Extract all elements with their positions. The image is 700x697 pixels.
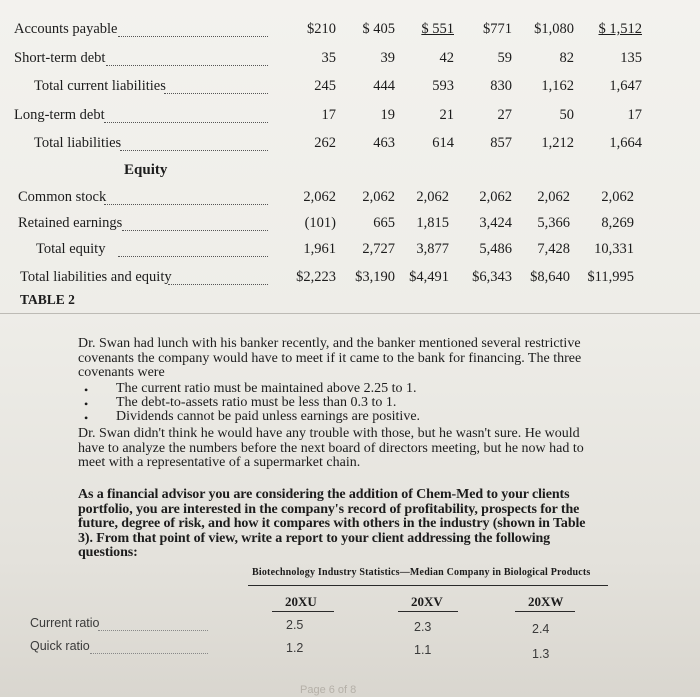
cell-value: 2,062: [601, 189, 634, 205]
list-item: The current ratio must be maintained above 2.25 to 1.: [116, 381, 417, 396]
row-label: Total liabilities and equity: [20, 269, 172, 285]
cell-value: 665: [373, 215, 395, 231]
dot-leader: [118, 36, 268, 37]
table-row: [0, 107, 700, 131]
column-header: 20XV: [411, 594, 443, 609]
cell-value: 2,062: [416, 189, 449, 205]
cell-value: 17: [321, 107, 336, 123]
cell-value: 830: [490, 78, 512, 94]
bullet-icon: •: [84, 397, 89, 411]
row-label: Short-term debt: [14, 50, 106, 66]
table-row: [0, 215, 700, 239]
row-label: Accounts payable: [14, 21, 118, 37]
cell-value: 2,062: [537, 189, 570, 205]
column-header: 20XW: [528, 594, 564, 609]
cell-value: $210: [307, 21, 336, 37]
column-header: 20XU: [285, 594, 317, 609]
cell-value: 2.3: [414, 620, 432, 634]
cell-value: 1,664: [609, 135, 642, 151]
cell-value: 2,062: [479, 189, 512, 205]
second-paragraph: Dr. Swan didn't think he would have any trouble with those, but he wasn't sure. He would have to analyze the numbers before the next board of directors meeting, but he now had to meet with a representative of a supermarket chain.: [78, 426, 584, 470]
row-label: Retained earnings: [18, 215, 123, 231]
row-label: Long-term debt: [14, 107, 105, 123]
table-row: [0, 50, 700, 74]
table-caption: TABLE 2: [20, 292, 75, 307]
cell-value: $6,343: [472, 269, 512, 285]
cell-value: 39: [380, 50, 395, 66]
cell-value: $ 1,512: [598, 21, 642, 37]
list-item: Dividends cannot be paid unless earnings are positive.: [116, 409, 421, 424]
cell-value: 857: [490, 135, 512, 151]
cell-value: 2.5: [286, 618, 304, 632]
cell-value: 17: [627, 107, 642, 123]
cell-value: 42: [439, 50, 454, 66]
stats-top-rule: [248, 585, 608, 586]
cell-value: 3,424: [479, 215, 512, 231]
dot-leader: [168, 284, 268, 285]
bullet-icon: •: [84, 411, 89, 425]
dot-leader: [104, 122, 268, 123]
cell-value: 593: [432, 78, 454, 94]
dot-leader: [106, 65, 268, 66]
table-row: [0, 135, 700, 159]
cell-value: $4,491: [409, 269, 449, 285]
cell-value: $1,080: [534, 21, 574, 37]
table-row: [0, 21, 700, 45]
cell-value: 50: [559, 107, 574, 123]
cell-value: $ 405: [362, 21, 395, 37]
cell-value: (101): [304, 215, 336, 231]
cell-value: 35: [321, 50, 336, 66]
row-label: Total liabilities: [34, 135, 122, 151]
cell-value: 8,269: [601, 215, 634, 231]
cell-value: $3,190: [355, 269, 395, 285]
intro-paragraph: Dr. Swan had lunch with his banker recently, and the banker mentioned several restrictive covenants the company would have to meet if it came to the bank for financing. The three covenants were: [78, 336, 582, 380]
header-underline: [398, 611, 458, 612]
cell-value: 1,212: [541, 135, 574, 151]
row-label: Current ratio: [30, 616, 100, 630]
cell-value: 2,727: [362, 241, 395, 257]
cell-value: 5,366: [537, 215, 570, 231]
page-footer: Page 6 of 8: [300, 684, 357, 696]
table-row: [0, 241, 700, 265]
cell-value: 59: [497, 50, 512, 66]
cell-value: $771: [483, 21, 512, 37]
table-row: [0, 189, 700, 213]
dot-leader: [104, 204, 268, 205]
cell-value: 27: [497, 107, 512, 123]
cell-value: $8,640: [530, 269, 570, 285]
cell-value: 444: [373, 78, 395, 94]
cell-value: $ 551: [421, 21, 454, 37]
cell-value: 245: [314, 78, 336, 94]
cell-value: 2,062: [303, 189, 336, 205]
cell-value: 1,647: [609, 78, 642, 94]
cell-value: 5,486: [479, 241, 512, 257]
cell-value: 614: [432, 135, 454, 151]
row-label: Quick ratio: [30, 639, 90, 653]
cell-value: 1.3: [532, 647, 550, 661]
row-label: Total equity: [36, 241, 106, 257]
cell-value: 262: [314, 135, 336, 151]
dot-leader: [122, 230, 268, 231]
stats-title: Biotechnology Industry Statistics—Median Company in Biological Products: [252, 567, 591, 578]
cell-value: 21: [439, 107, 454, 123]
cell-value: 1,815: [416, 215, 449, 231]
row-label: Common stock: [18, 189, 107, 205]
dot-leader: [118, 256, 268, 257]
cell-value: 10,331: [594, 241, 634, 257]
cell-value: 463: [373, 135, 395, 151]
header-underline: [515, 611, 575, 612]
table-row: [0, 269, 700, 293]
cell-value: 19: [380, 107, 395, 123]
cell-value: 82: [559, 50, 574, 66]
table-row: [0, 78, 700, 102]
dot-leader: [90, 653, 208, 654]
cell-value: 1.2: [286, 641, 304, 655]
header-underline: [272, 611, 334, 612]
bullet-icon: •: [84, 383, 89, 397]
section-divider: [0, 313, 700, 314]
row-label: Total current liabilities: [34, 78, 166, 94]
cell-value: $11,995: [587, 269, 634, 285]
cell-value: 7,428: [537, 241, 570, 257]
cell-value: 135: [620, 50, 642, 66]
equity-heading: Equity: [124, 162, 168, 178]
task-paragraph: As a financial advisor you are considering the addition of Chem-Med to your clients portfolio, you are interested in the company's record of profitability, prospects for the future, degree of risk, and how it compares with others in the industry (shown in Table 3). From that point of view, write a report to your client addressing the following questions:: [78, 487, 586, 560]
cell-value: 3,877: [416, 241, 449, 257]
cell-value: 1.1: [414, 643, 432, 657]
dot-leader: [164, 93, 268, 94]
list-item: The debt-to-assets ratio must be less than 0.3 to 1.: [116, 395, 397, 410]
cell-value: 2,062: [362, 189, 395, 205]
cell-value: $2,223: [296, 269, 336, 285]
cell-value: 2.4: [532, 622, 550, 636]
cell-value: 1,162: [541, 78, 574, 94]
dot-leader: [120, 150, 268, 151]
dot-leader: [98, 630, 208, 631]
cell-value: 1,961: [303, 241, 336, 257]
